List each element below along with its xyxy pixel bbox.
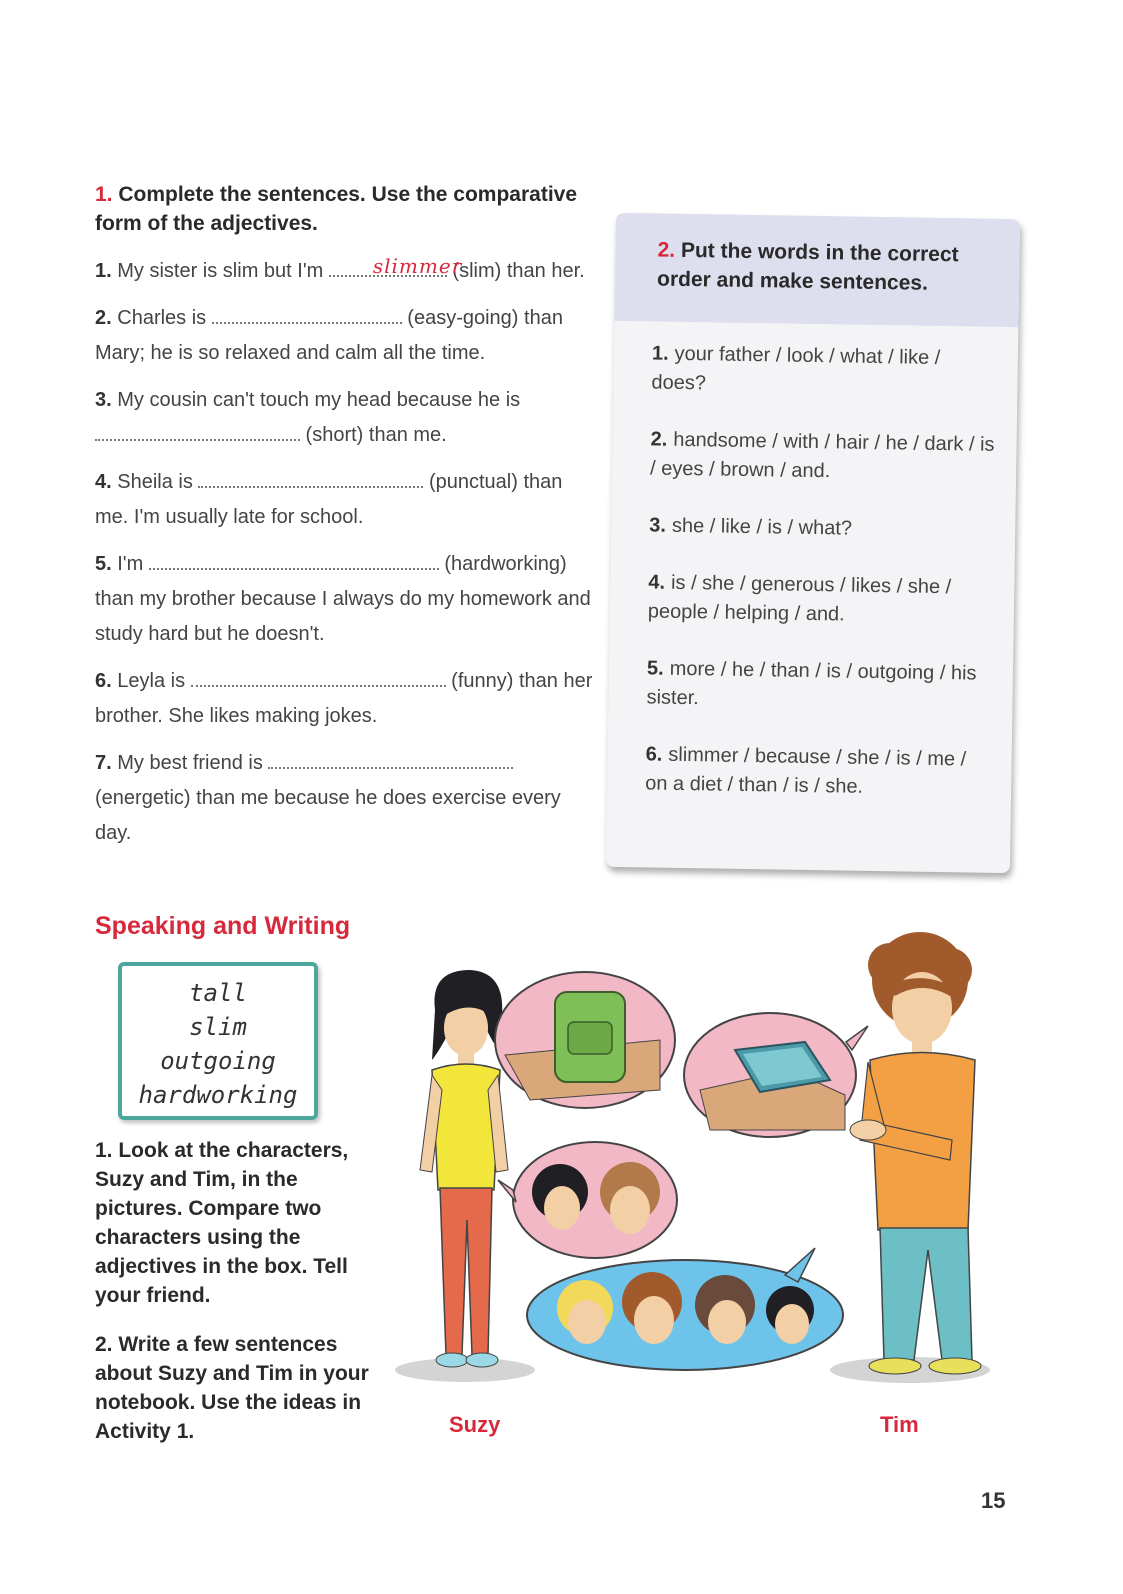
adjective-word: slim [189,1013,247,1041]
item-number: 2. [650,428,668,451]
item-text: more / he / than / is / outgoing / his sister. [646,657,977,710]
item-text-before: Charles is [117,307,212,329]
exercise-2-item [645,740,994,803]
exercise-1-item [95,465,595,535]
item-text-before: Leyla is [117,670,191,692]
item-text: is / she / generous / likes / she / people / helping / and. [647,571,952,626]
item-text: slimmer / because / she / is / me / on a diet / than / is / she. [645,743,967,798]
adjective-word: outgoing [160,1047,276,1075]
item-number: 5. [646,657,664,680]
group-bubble [527,1248,843,1370]
exercise-1 [95,180,595,863]
exercise-1-title: Complete the sentences. Use the comparative form of the adjectives. [95,183,578,235]
item-number: 3. [95,389,112,411]
adjective-word: hardworking [138,1081,298,1109]
exercise-2-number: 2. [657,238,676,262]
exercise-1-heading [95,180,595,238]
item-number: 6. [645,743,663,766]
section-title: Speaking and Writing [95,912,351,940]
item-text-after: (short) than me. [300,424,447,446]
exercise-2-items [607,321,1018,804]
item-text: your father / look / what / like / does? [651,342,941,395]
instruction-1: 1. Look at the characters, Suzy and Tim, in the pictures. Compare two characters using the adjectives in the box. Tell your friend. [95,1139,349,1307]
exercise-2-item [650,425,999,488]
tim-figure [850,932,981,1374]
item-number: 4. [95,471,112,493]
answer-blank[interactable] [95,421,300,441]
exercise-1-item [95,301,595,371]
exercise-1-item [95,254,595,289]
exercise-1-number: 1. [95,183,113,206]
tim-label: Tim [880,1412,919,1437]
exercise-2-item [646,654,995,717]
exercise-2-item [651,339,1000,402]
item-text-before: My sister is slim but I'm [117,260,329,282]
item-text-after: (easy-going) than Mary; he is so relaxed and calm all the time. [95,307,563,364]
item-number: 2. [95,307,112,329]
exercise-1-item [95,547,595,652]
suzy-figure [420,970,508,1367]
faces-bubble [498,1142,677,1258]
item-text-after: (slim) than her. [446,260,585,282]
answer-blank[interactable] [329,254,463,278]
answer-blank[interactable] [198,468,423,488]
item-text-after: (funny) than her brother. She likes making jokes. [95,670,593,727]
item-number: 3. [649,514,667,537]
backpack-bubble [495,972,675,1108]
item-text-before: My cousin can't touch my head because he is [117,389,521,411]
suzy-label: Suzy [449,1412,501,1437]
item-text-after: (energetic) than me because he does exercise every day. [95,787,561,844]
answer-blank[interactable] [191,667,446,687]
exercise-1-items [95,254,595,851]
item-text-after: (punctual) than me. I'm usually late for school. [95,471,563,528]
page-number: 15 [981,1488,1006,1513]
book-bubble [684,1013,868,1137]
instruction-2: 2. Write a few sentences about Suzy and Tim in your notebook. Use the ideas in Activity 1. [95,1333,369,1443]
exercise-1-item [95,746,595,851]
item-number: 4. [648,571,666,594]
answer-blank[interactable] [268,749,513,769]
item-text-before: I'm [117,553,149,575]
answer-text: slimmer [372,254,463,278]
answer-blank[interactable] [212,304,402,324]
item-text-after: (hardworking) than my brother because I always do my homework and study hard but he doesn't. [95,553,591,645]
item-text: she / like / is / what? [671,514,853,540]
exercise-1-item [95,664,595,734]
characters-illustration [390,930,1010,1400]
exercise-2-item [649,511,997,545]
item-text-before: My best friend is [117,752,269,774]
item-text: handsome / with / hair / he / dark / is / eyes / brown / and. [649,428,995,483]
exercise-2-header [614,213,1020,327]
exercise-2-item [648,568,997,631]
item-number: 1. [95,260,112,282]
adjective-box [118,962,318,1120]
item-number: 5. [95,553,112,575]
adjective-word: tall [189,979,247,1007]
item-number: 6. [95,670,112,692]
item-number: 7. [95,752,112,774]
answer-blank[interactable] [149,550,439,570]
exercise-2-box [606,213,1020,873]
exercise-1-item [95,383,595,453]
item-text-before: Sheila is [117,471,199,493]
exercise-2-title: Put the words in the correct order and make sentences. [656,238,959,295]
item-number: 1. [651,342,669,365]
speaking-instructions [95,1136,375,1466]
